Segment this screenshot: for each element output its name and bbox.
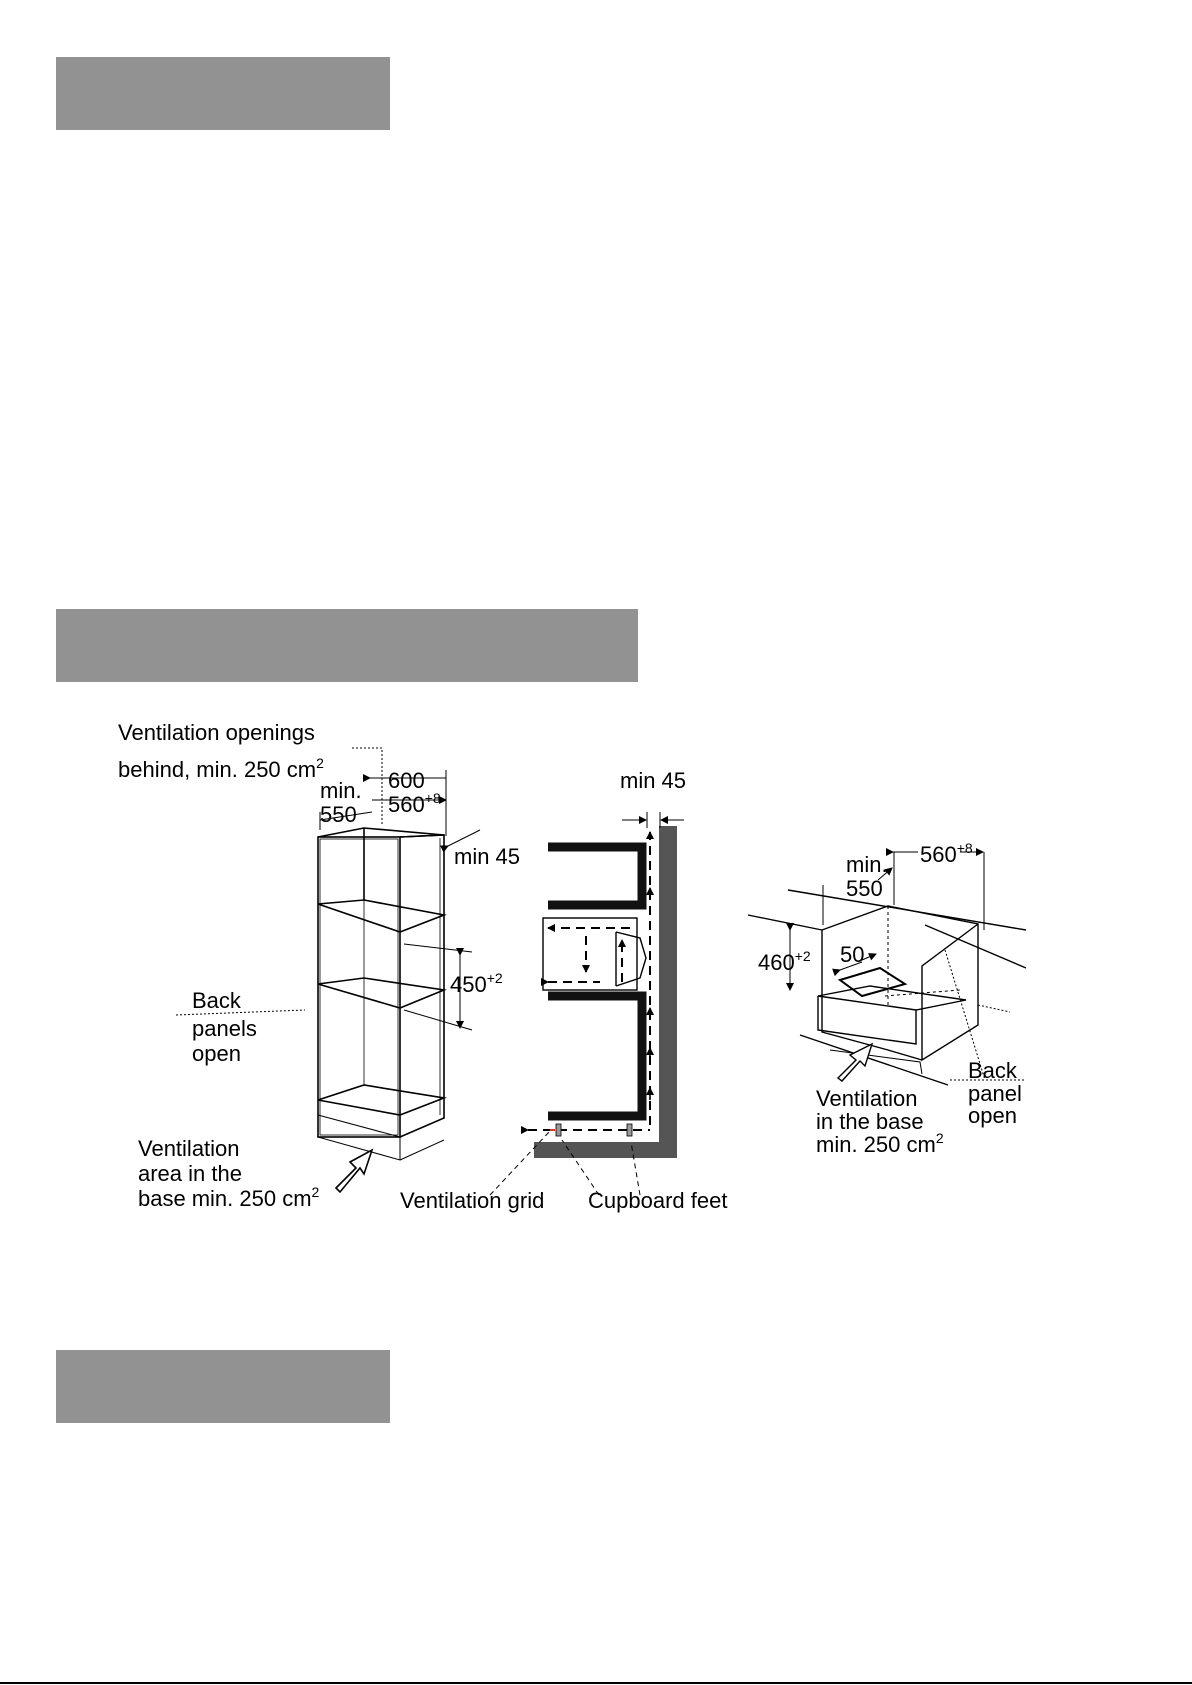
label-right-vent-2: in the base xyxy=(816,1109,924,1134)
label-ventilation-grid: Ventilation grid xyxy=(400,1188,545,1213)
label-right-460: $460^{+2}$ xyxy=(758,948,811,975)
section-figure xyxy=(490,812,684,1195)
label-right-50: 50 xyxy=(840,942,865,967)
label-right-vent-1: Ventilation xyxy=(816,1086,918,1111)
label-dim-min45-left: min 45 xyxy=(454,844,521,869)
label-right-min: min. xyxy=(846,852,888,877)
label-dim-450: $450^{+2}$ xyxy=(450,970,503,997)
label-back-panels-3: open xyxy=(192,1041,241,1066)
label-dim-min45-middle: min 45 xyxy=(620,768,687,793)
label-vent-area-1: Ventilation xyxy=(138,1136,240,1161)
label-cupboard-feet: Cupboard feet xyxy=(588,1188,728,1213)
label-right-back-3: open xyxy=(968,1103,1017,1128)
label-vent-area-3: base min. 250 $cm^2$ xyxy=(138,1184,320,1211)
label-vent-area-2: area in the xyxy=(138,1161,242,1186)
label-back-panels-2: panels xyxy=(192,1016,257,1041)
label-vent-openings-2: behind, min. 250 $cm^2$ xyxy=(118,755,324,782)
label-dim-min: min. xyxy=(320,778,362,803)
label-right-back-2: panel xyxy=(968,1081,1022,1106)
label-dim-560: $560^{+8}$ xyxy=(388,790,441,817)
label-right-back-1: Back xyxy=(968,1058,1017,1083)
label-vent-openings-1: Ventilation openings xyxy=(118,720,315,745)
bottom-rule xyxy=(0,1682,1192,1684)
label-right-560: $560^{+8}$ xyxy=(920,840,973,867)
label-dim-600: 600 xyxy=(388,768,425,793)
airflow-arrow-icon xyxy=(336,1150,372,1192)
label-right-vent-3: min. 250 $cm^2$ xyxy=(816,1130,944,1157)
label-dim-550: 550 xyxy=(320,802,357,827)
label-back-panels-1: Back xyxy=(192,988,241,1013)
label-right-550: 550 xyxy=(846,876,883,901)
